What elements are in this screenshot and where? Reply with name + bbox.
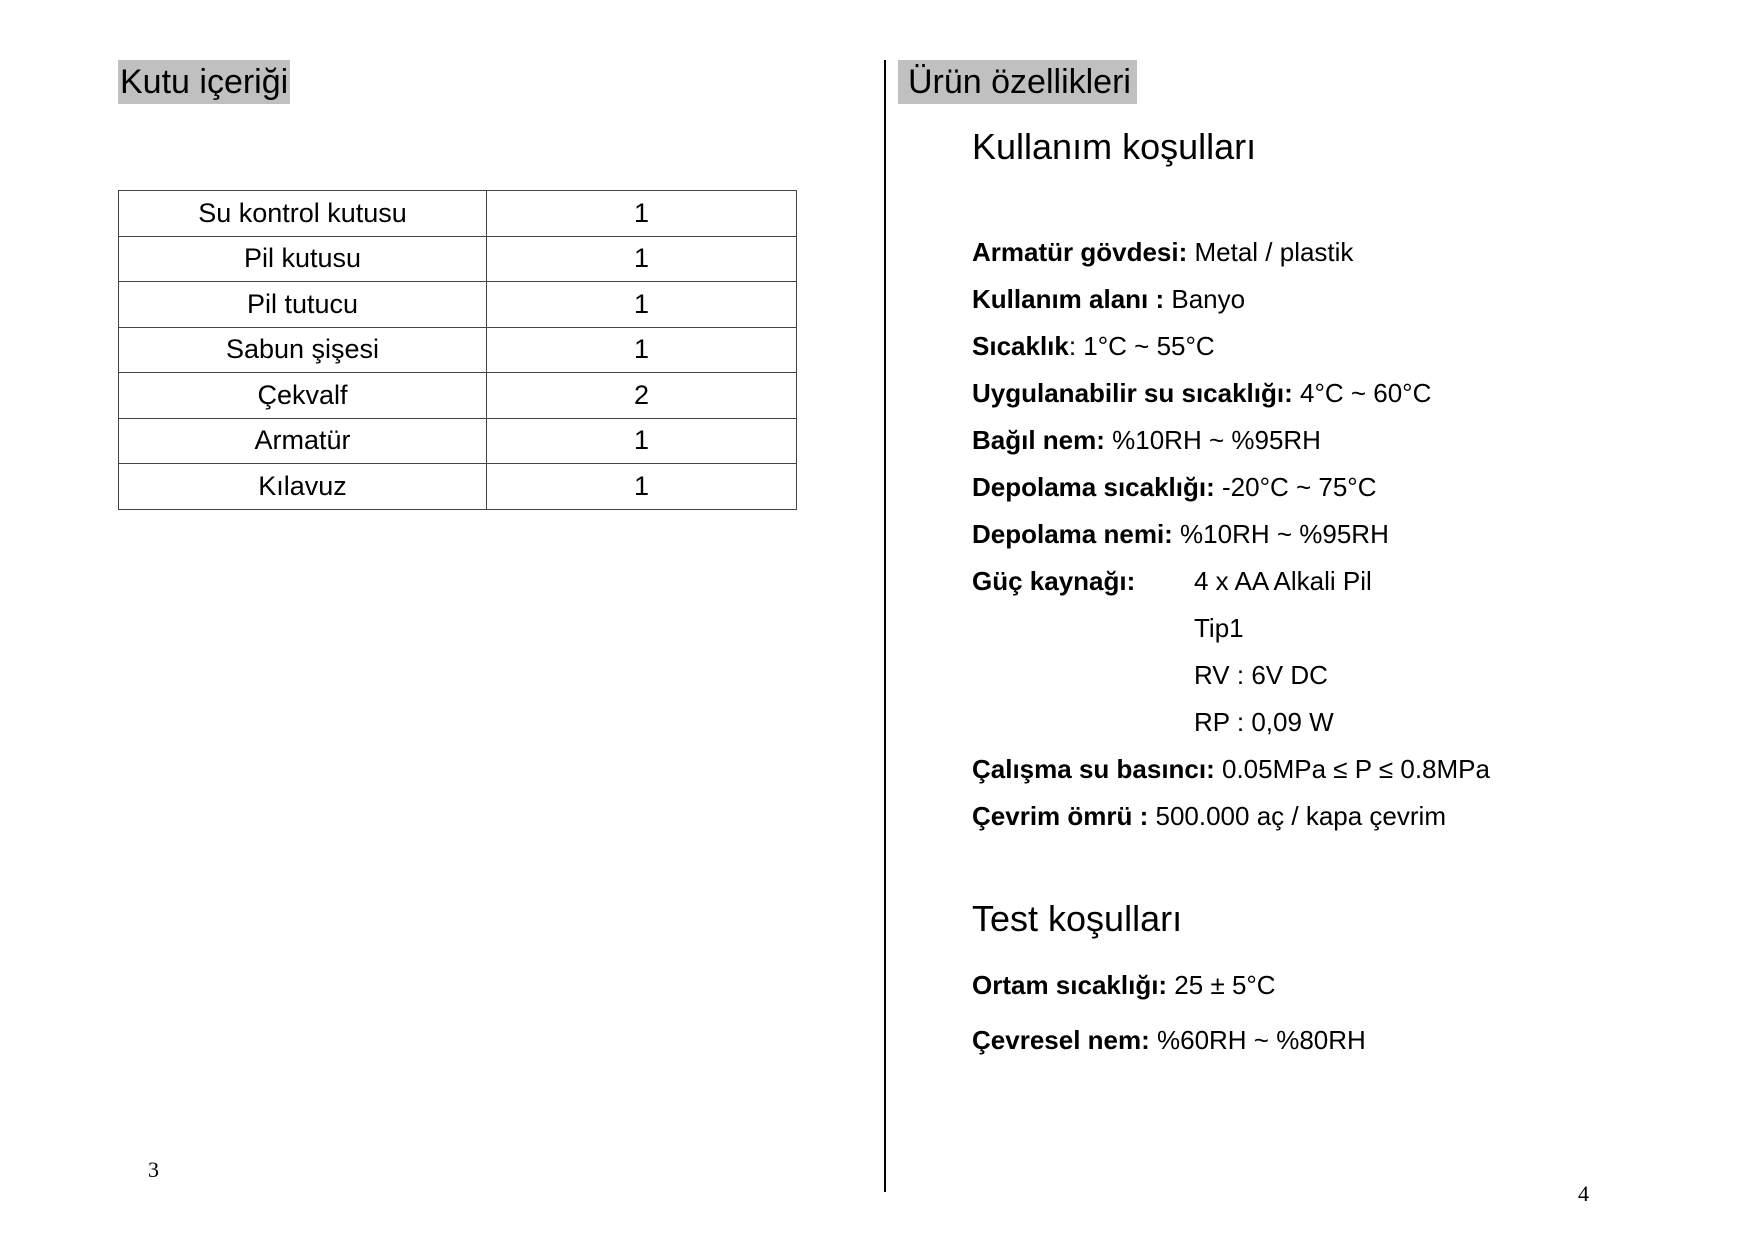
power-supply-line: Tip1	[1194, 613, 1244, 643]
item-qty: 1	[487, 282, 797, 328]
product-specs-heading: Ürün özellikleri	[898, 60, 1137, 104]
power-supply-row	[972, 565, 1135, 597]
item-qty: 1	[487, 464, 797, 510]
spec-label: Çalışma su basıncı:	[972, 754, 1215, 784]
spec-value: 0.05MPa ≤ P ≤ 0.8MPa	[1214, 754, 1490, 784]
power-supply-line: RV : 6V DC	[1194, 660, 1328, 690]
spec-value: Metal / plastik	[1187, 237, 1354, 267]
spec-label: Armatür gövdesi:	[972, 237, 1188, 267]
spec-row	[972, 753, 1490, 785]
spec-row	[972, 969, 1276, 1001]
spec-value: %60RH ~ %80RH	[1149, 1025, 1366, 1055]
table-row	[119, 327, 797, 373]
spec-row	[972, 800, 1446, 832]
box-contents-table	[118, 190, 797, 510]
spec-row	[972, 471, 1376, 503]
item-qty: 2	[487, 373, 797, 419]
power-supply-line: 4 x AA Alkali Pil	[1194, 566, 1372, 596]
page-number-left: 3	[148, 1157, 159, 1182]
spec-value: : 1°C ~ 55°C	[1068, 331, 1215, 361]
table-row	[119, 282, 797, 328]
spec-row	[972, 236, 1353, 268]
spec-value: 25 ± 5°C	[1167, 970, 1276, 1000]
item-qty: 1	[487, 191, 797, 237]
item-qty: 1	[487, 327, 797, 373]
box-contents-heading: Kutu içeriği	[118, 60, 290, 104]
spec-label: Depolama sıcaklığı:	[972, 472, 1215, 502]
power-supply-line: RP : 0,09 W	[1194, 707, 1334, 737]
item-name: Su kontrol kutusu	[119, 191, 487, 237]
item-name: Armatür	[119, 418, 487, 464]
spec-value: %10RH ~ %95RH	[1172, 519, 1389, 549]
spec-value: Banyo	[1164, 284, 1246, 314]
table-row	[119, 373, 797, 419]
spec-row	[972, 330, 1215, 362]
item-name: Pil kutusu	[119, 236, 487, 282]
spec-row	[972, 1024, 1366, 1056]
spec-row	[972, 518, 1389, 550]
item-name: Kılavuz	[119, 464, 487, 510]
spec-value: 500.000 aç / kapa çevrim	[1148, 801, 1446, 831]
spec-row	[972, 283, 1245, 315]
item-name: Pil tutucu	[119, 282, 487, 328]
spec-label: Güç kaynağı:	[972, 566, 1136, 596]
item-name: Çekvalf	[119, 373, 487, 419]
spec-value: -20°C ~ 75°C	[1214, 472, 1377, 502]
spec-label: Bağıl nem:	[972, 425, 1105, 455]
spec-row	[972, 424, 1321, 456]
table-row	[119, 464, 797, 510]
spec-label: Kullanım alanı :	[972, 284, 1165, 314]
item-qty: 1	[487, 236, 797, 282]
table-row	[119, 418, 797, 464]
table-row	[119, 236, 797, 282]
spec-label: Çevrim ömrü :	[972, 801, 1149, 831]
page-number-right: 4	[1578, 1181, 1589, 1206]
spec-row	[972, 377, 1431, 409]
test-conditions-title: Test koşulları	[972, 898, 1183, 939]
table-row	[119, 191, 797, 237]
usage-conditions-title: Kullanım koşulları	[972, 126, 1257, 167]
spec-label: Depolama nemi:	[972, 519, 1173, 549]
spec-value: 4°C ~ 60°C	[1292, 378, 1432, 408]
spec-value: %10RH ~ %95RH	[1104, 425, 1321, 455]
spec-label: Sıcaklık	[972, 331, 1069, 361]
spec-label: Ortam sıcaklığı:	[972, 970, 1168, 1000]
page-divider	[884, 60, 886, 1192]
item-qty: 1	[487, 418, 797, 464]
spec-label: Uygulanabilir su sıcaklığı:	[972, 378, 1293, 408]
spec-label: Çevresel nem:	[972, 1025, 1150, 1055]
item-name: Sabun şişesi	[119, 327, 487, 373]
